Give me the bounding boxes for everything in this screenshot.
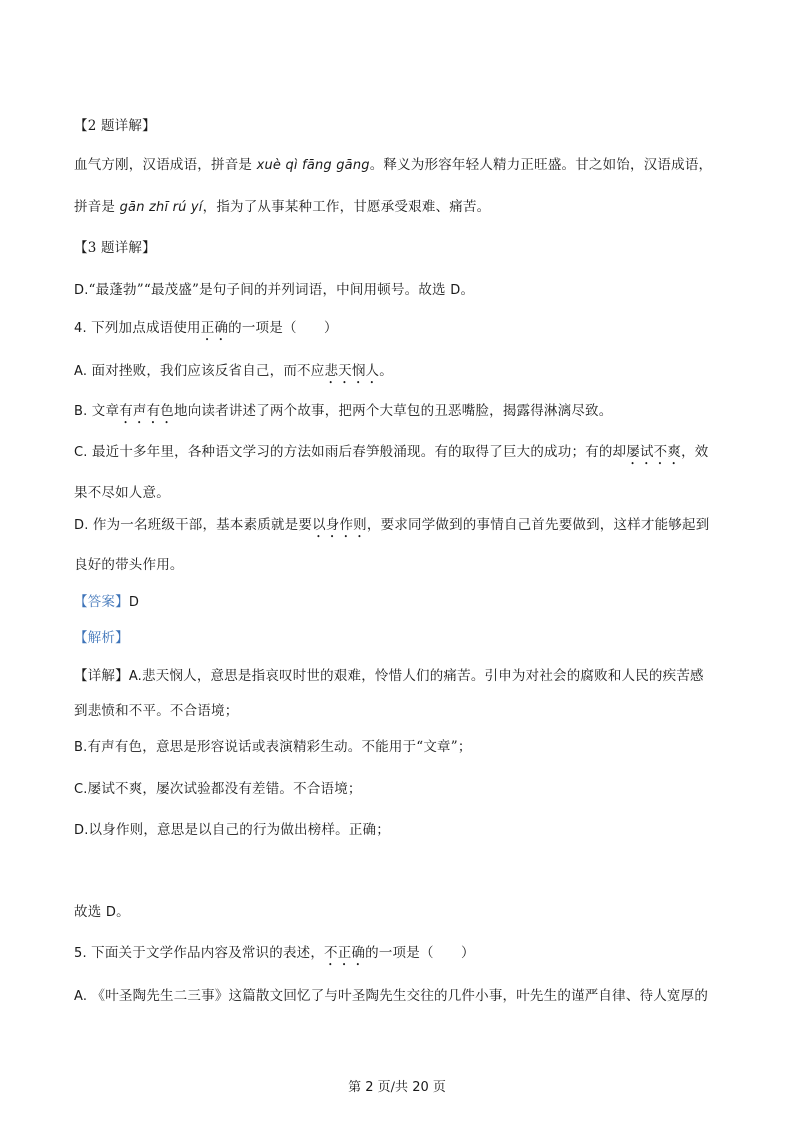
stem-text: 的一项是（ ） (365, 945, 475, 961)
option-text: 面对挫败，我们应该反省自己，而不应 (91, 363, 325, 379)
q3-text: 。 (460, 282, 475, 298)
explanation-text: 有声有色，意思是形容说话或表演精彩生动。不能用于“文章”； (87, 739, 472, 755)
explanation-a (74, 666, 724, 687)
option-text: ，效 (681, 444, 709, 460)
answer-line (74, 592, 724, 613)
option-label: C. (74, 782, 88, 797)
option-label: C. (74, 445, 92, 460)
detail-label: 【详解】 (74, 668, 129, 684)
q3-line-1 (74, 280, 724, 301)
q3-heading: 【3 题详解】 (74, 240, 156, 256)
q2-text: 血气方刚，汉语成语，拼音是 (74, 157, 257, 173)
explanation-text: 以身作则，意思是以自己的行为做出榜样。正确； (88, 822, 390, 838)
explanation-text: 悲天悯人，意思是指哀叹时世的艰难，怜惜人们的痛苦。引申为对社会的腐败和人民的疾苦感 (142, 668, 704, 684)
q2-line-1 (74, 155, 724, 176)
conclusion-text: 故选 (74, 904, 106, 920)
option-text: 文章 (91, 403, 120, 419)
footer-text: 第 (348, 1080, 366, 1095)
answer-letter: D (450, 283, 461, 298)
total-pages: 20 (412, 1080, 429, 1095)
footer-text: 页 (428, 1080, 446, 1095)
option-label: B. (74, 740, 88, 755)
page-footer (0, 1078, 794, 1098)
conclusion (74, 902, 724, 923)
option-text: 。 (379, 363, 393, 379)
q4-option-c-cont: 果不尽如人意。 (74, 485, 170, 501)
option-text: 作为一名班级干部，基本素质就是要 (92, 517, 313, 533)
footer-text: 页/共 (373, 1080, 413, 1095)
option-label: A. (128, 669, 143, 684)
emphasized-idiom: 屡试不爽 (626, 444, 682, 460)
option-text: 最近十多年里，各种语文学习的方法如雨后春笋般涌现。有的取得了巨大的成功；有的却 (91, 444, 627, 460)
pinyin: xuè qì fāng gāng (256, 158, 370, 173)
explanation-c (74, 779, 724, 800)
q2-text: ，指为了从事某种工作，甘愿承受艰难、痛苦。 (202, 199, 491, 215)
q4-option-c (74, 442, 724, 468)
option-label: D. (74, 823, 89, 838)
q2-heading: 【2 题详解】 (74, 118, 156, 134)
question-number: 4. (74, 321, 92, 336)
q5-option-a (74, 986, 724, 1007)
conclusion-text: 。 (116, 904, 130, 920)
stem-text: 的一项是（ ） (228, 320, 338, 336)
answer-label: 【答案】 (74, 594, 129, 610)
explanation-text: 屡试不爽，屡次试验都没有差错。不合语境； (87, 781, 362, 797)
option-label: B. (74, 404, 92, 419)
option-label: A. (74, 364, 92, 379)
option-text: 地向读者讲述了两个故事，把两个大草包的丑恶嘴脸，揭露得淋漓尽致。 (174, 403, 613, 419)
question-number: 5. (74, 946, 92, 961)
option-label: D. (74, 283, 89, 298)
q4-option-b (74, 401, 724, 427)
q4-option-d (74, 515, 724, 541)
explanation-a-cont: 到悲愤和不平。不合语境； (74, 703, 239, 719)
q2-line-2 (74, 197, 724, 218)
emphasized-idiom: 悲天悯人 (324, 363, 380, 379)
explanation-b (74, 737, 724, 758)
q4-option-a (74, 361, 724, 387)
q3-text: “最蓬勃”“最茂盛”是句子间的并列词语，中间用顿号。故选 (88, 282, 451, 298)
emphasized-idiom: 有声有色 (119, 403, 175, 419)
q2-text: 。释义为形容年轻人精力正旺盛。甘之如饴，汉语成语， (369, 157, 713, 173)
option-label: D. (74, 518, 93, 533)
option-text: 《叶圣陶先生二三事》这篇散文回忆了与叶圣陶先生交往的几件小事，叶先生的谨严自律、待人宽厚的 (91, 988, 709, 1004)
option-text: ，要求同学做到的事情自己首先要做到，这样才能够起到 (366, 517, 710, 533)
option-label: A. (74, 989, 92, 1004)
emphasized-text: 不正确 (324, 945, 366, 961)
emphasized-text: 正确 (200, 320, 229, 336)
stem-text: 下列加点成语使用 (91, 320, 201, 336)
q4-option-d-cont: 良好的带头作用。 (74, 557, 184, 573)
q2-text: 拼音是 (74, 199, 120, 215)
explanation-d (74, 820, 724, 841)
q5-stem (74, 943, 724, 969)
answer-value: D (128, 595, 140, 610)
answer-letter: D (105, 905, 117, 920)
pinyin: gān zhī rú yí (119, 200, 203, 215)
page-number: 2 (365, 1080, 374, 1095)
q4-stem (74, 318, 724, 344)
stem-text: 下面关于文学作品内容及常识的表述， (91, 945, 325, 961)
emphasized-idiom: 以身作则 (312, 517, 367, 533)
analysis-label: 【解析】 (74, 630, 129, 646)
